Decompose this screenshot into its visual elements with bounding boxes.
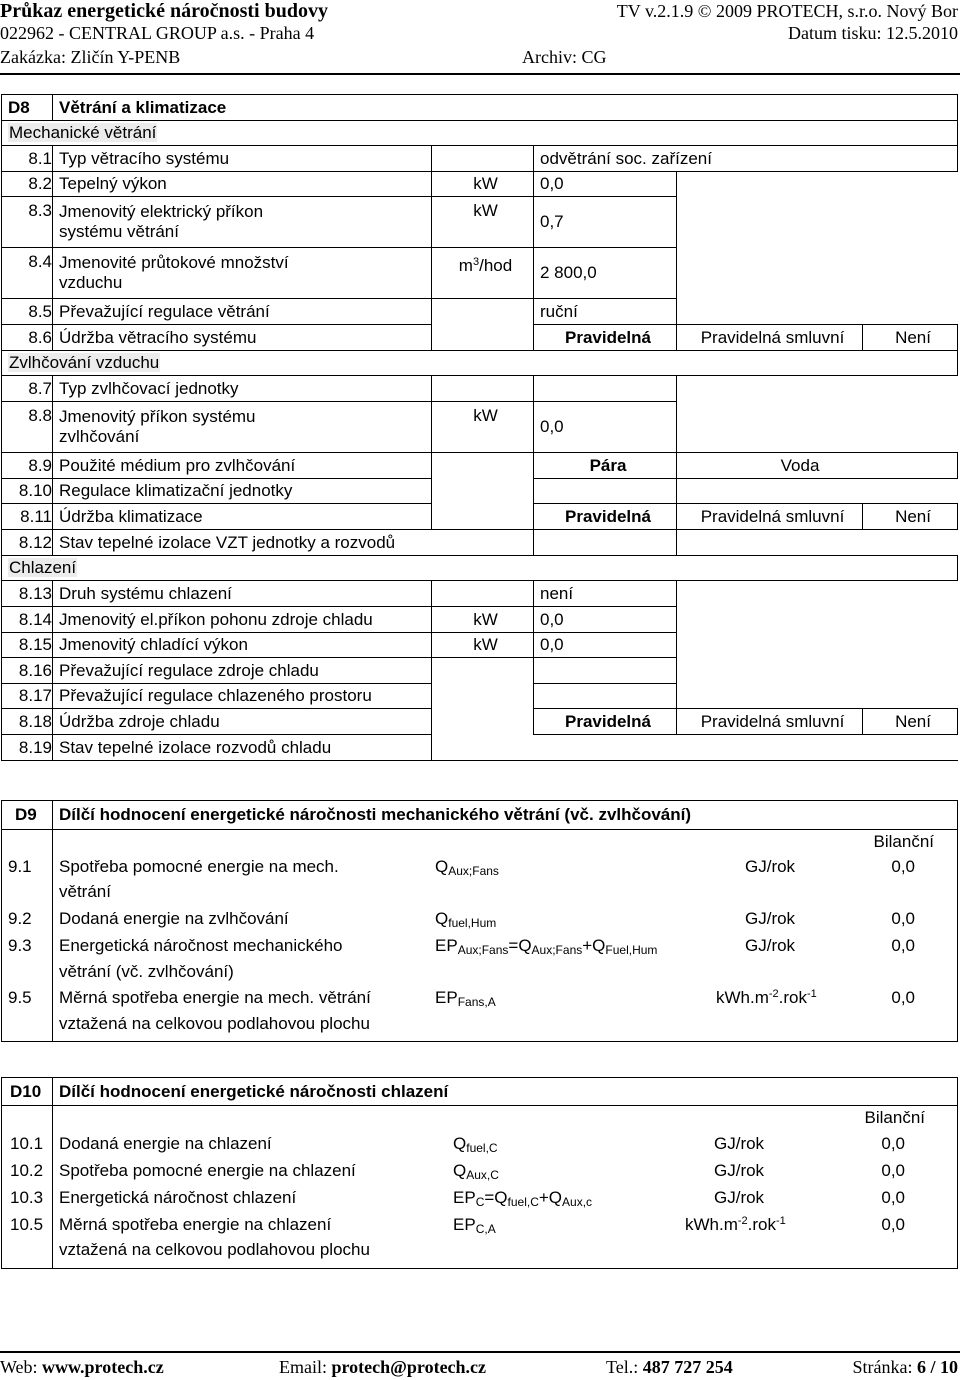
row-symbol: $EP_{C,A}$ bbox=[453, 1215, 496, 1236]
row-number: 9.5 bbox=[8, 988, 32, 1007]
table-row bbox=[2, 633, 958, 658]
row-number: 8.7 bbox=[2, 376, 53, 402]
row-label: Spotřeba pomocné energie na chlazení bbox=[59, 1161, 356, 1180]
row-number: 8.18 bbox=[2, 709, 53, 735]
row-label: Jmenovité průtokové množství bbox=[59, 253, 289, 272]
row-value: 0,0 bbox=[881, 1215, 905, 1234]
row-value: 0,0 bbox=[891, 988, 915, 1007]
header-rule bbox=[0, 73, 960, 75]
option: Pravidelná smluvní bbox=[677, 504, 863, 530]
row-unit: $kWh.m^{-2}.rok^{-1}$ bbox=[716, 988, 817, 1007]
footer-email: Email: protech@protech.cz bbox=[279, 1357, 487, 1377]
row-value: není bbox=[534, 581, 677, 607]
row-unit: kW bbox=[432, 402, 534, 453]
table-row bbox=[2, 607, 958, 633]
table-row bbox=[2, 504, 958, 530]
row-number: 8.15 bbox=[2, 633, 53, 658]
d8-code: D8 bbox=[2, 95, 53, 121]
row-unit: kW bbox=[432, 197, 534, 248]
row-label: Energetická náročnost mechanického bbox=[59, 936, 343, 955]
row-label-cont: větrání bbox=[59, 882, 111, 901]
option: Pravidelná smluvní bbox=[677, 709, 863, 735]
row-unit: kW bbox=[432, 633, 534, 658]
print-date: Datum tisku: 12.5.2010 bbox=[788, 23, 958, 43]
section-heading-humidification: Zvlhčování vzduchu bbox=[9, 353, 160, 372]
document-title: Průkaz energetické náročnosti budovy bbox=[0, 0, 328, 22]
row-label: Druh systému chlazení bbox=[53, 581, 432, 607]
row-number: 9.1 bbox=[8, 857, 32, 876]
row-unit: $m^3$/hod bbox=[432, 248, 534, 299]
row-number: 8.13 bbox=[2, 581, 53, 607]
row-label: Převažující regulace větrání bbox=[53, 299, 432, 325]
row-label-cont: systému větrání bbox=[59, 222, 179, 241]
row-value: 0,0 bbox=[891, 857, 915, 876]
row-unit: $kWh.m^{-2}.rok^{-1}$ bbox=[685, 1215, 786, 1234]
option: Není bbox=[863, 325, 958, 351]
row-label: Stav tepelné izolace rozvodů chladu bbox=[53, 735, 432, 761]
row-formula: $EP_{Aux;Fans}=Q_{Aux;Fans}+Q_{Fuel,Hum}$ bbox=[435, 936, 658, 957]
row-number: 8.10 bbox=[2, 479, 53, 504]
option-selected: Pravidelná bbox=[534, 504, 677, 530]
web-link[interactable]: www.protech.cz bbox=[42, 1357, 164, 1377]
row-label: Převažující regulace chlazeného prostoru bbox=[53, 684, 432, 709]
footer-web: Web: www.protech.cz bbox=[0, 1357, 164, 1377]
row-label: Použité médium pro zvlhčování bbox=[53, 453, 432, 479]
table-row bbox=[2, 735, 958, 761]
row-label-cont: vztažená na celkovou podlahovou plochu bbox=[59, 1240, 370, 1259]
table-row bbox=[2, 453, 958, 479]
row-formula: $EP_C=Q_{fuel,C}+Q_{Aux,c}$ bbox=[453, 1188, 593, 1209]
section-row bbox=[2, 351, 958, 376]
email-link[interactable]: protech@protech.cz bbox=[331, 1357, 487, 1377]
row-number: 9.2 bbox=[8, 909, 32, 928]
d8-table bbox=[1, 94, 958, 761]
row-unit: GJ/rok bbox=[714, 1134, 765, 1153]
row-value: 0,0 bbox=[881, 1188, 905, 1207]
option-selected: Pravidelná bbox=[534, 709, 677, 735]
table-row bbox=[2, 376, 958, 402]
order-name: Zakázka: Zličín Y-PENB bbox=[0, 47, 181, 67]
row-unit: GJ/rok bbox=[714, 1161, 765, 1180]
row-value: 0,0 bbox=[534, 633, 677, 658]
section-heading-mech: Mechanické větrání bbox=[9, 123, 157, 142]
d8-title: Větrání a klimatizace bbox=[53, 95, 958, 121]
row-value: 0,0 bbox=[891, 909, 915, 928]
row-label: Jmenovitý příkon systému bbox=[59, 407, 256, 426]
row-symbol: $Q_{fuel,C}$ bbox=[453, 1134, 498, 1155]
row-label-cont: vztažená na celkovou podlahovou plochu bbox=[59, 1014, 370, 1033]
option: Není bbox=[863, 709, 958, 735]
row-label-cont: větrání (vč. zvlhčování) bbox=[59, 962, 234, 981]
row-unit: GJ/rok bbox=[714, 1188, 765, 1207]
table-row bbox=[2, 402, 958, 453]
row-number: 8.3 bbox=[2, 197, 53, 248]
table-row bbox=[2, 684, 958, 709]
row-label: Typ zvlhčovací jednotky bbox=[53, 376, 432, 402]
d9-code: D9 bbox=[15, 805, 37, 824]
row-label: Měrná spotřeba energie na mech. větrání bbox=[59, 988, 371, 1007]
row-number: 10.5 bbox=[10, 1215, 44, 1234]
table-row bbox=[2, 172, 958, 197]
row-number: 8.6 bbox=[2, 325, 53, 351]
row-label: Dodaná energie na chlazení bbox=[59, 1134, 272, 1153]
table-row bbox=[2, 325, 958, 351]
table-row bbox=[2, 146, 958, 172]
row-value: ruční bbox=[534, 299, 677, 325]
row-value: 0,0 bbox=[534, 172, 677, 197]
table-row bbox=[2, 248, 958, 299]
row-symbol: $Q_{Aux,C}$ bbox=[453, 1161, 499, 1182]
row-number: 8.9 bbox=[2, 453, 53, 479]
row-label: Stav tepelné izolace VZT jednotky a rozvodů bbox=[53, 530, 534, 556]
row-unit: GJ/rok bbox=[745, 857, 796, 876]
row-value: 0,0 bbox=[534, 402, 677, 453]
software-version: TV v.2.1.9 © 2009 PROTECH, s.r.o. Nový Bor bbox=[616, 1, 958, 21]
table-row bbox=[2, 709, 958, 735]
row-label: Údržba klimatizace bbox=[53, 504, 432, 530]
section-row bbox=[2, 556, 958, 581]
row-value: 0,0 bbox=[891, 936, 915, 955]
table-row bbox=[2, 479, 958, 504]
table-row bbox=[2, 197, 958, 248]
row-number: 10.2 bbox=[10, 1161, 44, 1180]
row-value: 2 800,0 bbox=[534, 248, 677, 299]
row-number: 8.12 bbox=[2, 530, 53, 556]
archive-name: Archiv: CG bbox=[522, 47, 607, 67]
row-number: 8.17 bbox=[2, 684, 53, 709]
row-number: 8.5 bbox=[2, 299, 53, 325]
row-label: Měrná spotřeba energie na chlazení bbox=[59, 1215, 332, 1234]
table-row bbox=[2, 581, 958, 607]
footer-rule bbox=[0, 1351, 960, 1353]
row-label: Údržba zdroje chladu bbox=[53, 709, 432, 735]
row-label: Regulace klimatizační jednotky bbox=[53, 479, 432, 504]
row-label: Typ větracího systému bbox=[53, 146, 432, 172]
row-symbol: $Q_{fuel,Hum}$ bbox=[435, 909, 497, 930]
row-number: 8.4 bbox=[2, 248, 53, 299]
d10-column-header: Bilanční bbox=[864, 1108, 925, 1127]
option: Pravidelná smluvní bbox=[677, 325, 863, 351]
row-value: 0,0 bbox=[881, 1161, 905, 1180]
row-label: Tepelný výkon bbox=[53, 172, 432, 197]
row-number: 10.1 bbox=[10, 1134, 44, 1153]
d10-code: D10 bbox=[10, 1082, 42, 1101]
row-label: Jmenovitý el.příkon pohonu zdroje chladu bbox=[53, 607, 432, 633]
row-label: Spotřeba pomocné energie na mech. bbox=[59, 857, 339, 876]
row-unit: GJ/rok bbox=[745, 909, 796, 928]
row-label: Jmenovitý chladící výkon bbox=[53, 633, 432, 658]
row-unit: kW bbox=[432, 172, 534, 197]
section-row bbox=[2, 121, 958, 146]
option: Není bbox=[863, 504, 958, 530]
row-value: 0,7 bbox=[534, 197, 677, 248]
row-number: 8.1 bbox=[2, 146, 53, 172]
row-number: 8.19 bbox=[2, 735, 53, 761]
d9-title: Dílčí hodnocení energetické náročnosti mechanického větrání (vč. zvlhčování) bbox=[59, 805, 692, 824]
row-number: 8.2 bbox=[2, 172, 53, 197]
page-number: 6 / 10 bbox=[916, 1357, 958, 1377]
row-unit: kW bbox=[432, 607, 534, 633]
d8-header-row bbox=[2, 95, 958, 121]
footer-phone: Tel.: 487 727 254 bbox=[606, 1357, 733, 1377]
d8-bottom-rule bbox=[1, 760, 958, 761]
row-number: 8.8 bbox=[2, 402, 53, 453]
job-number: 022962 - CENTRAL GROUP a.s. - Praha 4 bbox=[0, 23, 315, 43]
row-label: Převažující regulace zdroje chladu bbox=[53, 658, 432, 684]
row-label: Údržba větracího systému bbox=[53, 325, 432, 351]
table-row bbox=[2, 658, 958, 684]
row-label-cont: vzduchu bbox=[59, 273, 123, 292]
row-number: 8.11 bbox=[2, 504, 53, 530]
row-symbol: $Q_{Aux;Fans}$ bbox=[435, 857, 499, 878]
row-label: Dodaná energie na zvlhčování bbox=[59, 909, 289, 928]
d10-title: Dílčí hodnocení energetické náročnosti chlazení bbox=[59, 1082, 449, 1101]
row-value: 0,0 bbox=[881, 1134, 905, 1153]
table-row bbox=[2, 299, 958, 325]
d9-column-header: Bilanční bbox=[873, 832, 934, 851]
row-label: Energetická náročnost chlazení bbox=[59, 1188, 297, 1207]
option: Voda bbox=[677, 453, 958, 479]
option-selected: Pára bbox=[534, 453, 677, 479]
row-number: 10.3 bbox=[10, 1188, 44, 1207]
table-row bbox=[2, 530, 958, 556]
footer-page: Stránka: 6 / 10 bbox=[852, 1357, 958, 1377]
row-symbol: $EP_{Fans,A}$ bbox=[435, 988, 496, 1009]
row-unit: GJ/rok bbox=[745, 936, 796, 955]
section-heading-cooling: Chlazení bbox=[9, 558, 77, 577]
option-selected: Pravidelná bbox=[534, 325, 677, 351]
row-value: 0,0 bbox=[534, 607, 677, 633]
row-label-cont: zvlhčování bbox=[59, 427, 140, 446]
row-number: 8.16 bbox=[2, 658, 53, 684]
row-number: 8.14 bbox=[2, 607, 53, 633]
row-label: Jmenovitý elektrický příkon bbox=[59, 202, 264, 221]
row-number: 9.3 bbox=[8, 936, 32, 955]
row-value: odvětrání soc. zařízení bbox=[534, 146, 958, 172]
